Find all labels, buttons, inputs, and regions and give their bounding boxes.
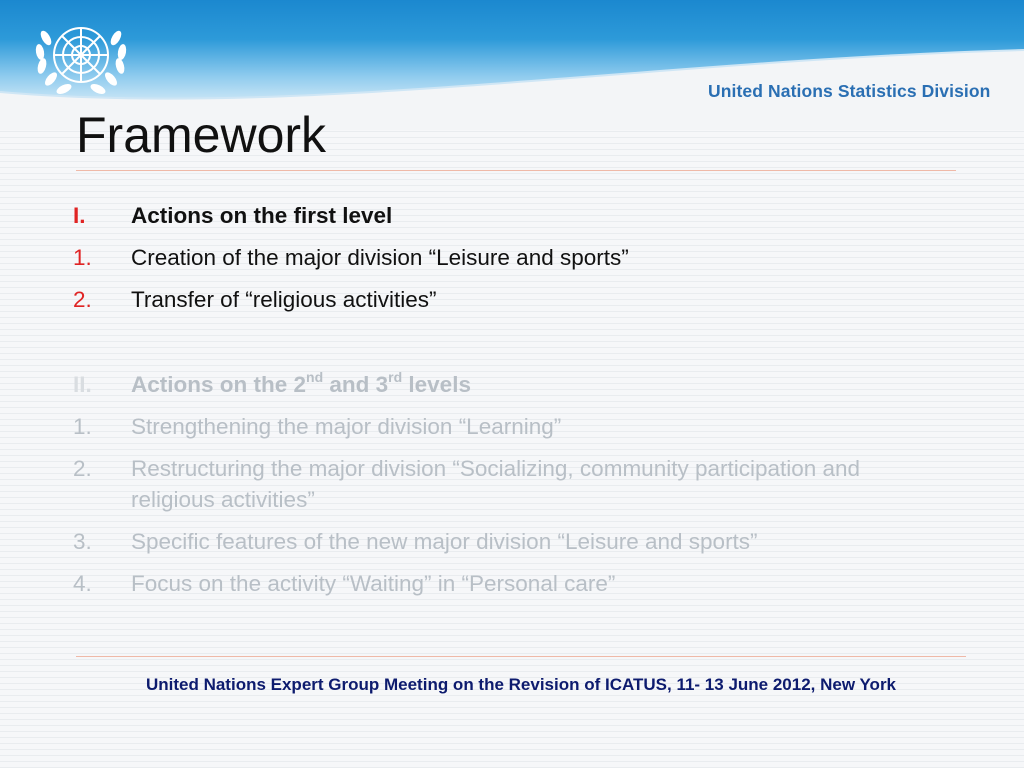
un-emblem-logo (26, 8, 136, 106)
list-item-text: Specific features of the new major division “Leisure and sports” (131, 529, 758, 554)
list-item-number: 1. (73, 245, 92, 270)
list-item-text: Strengthening the major division “Learning” (131, 414, 562, 439)
list-item-text: Restructuring the major division “Socializing, community participation and religious activities” (131, 456, 861, 512)
list-item-number: 1. (73, 414, 92, 439)
list-item-number: 2. (73, 456, 92, 481)
slide-title: Framework (76, 107, 327, 163)
list-item-text: Transfer of “religious activities” (131, 287, 437, 312)
section-2-heading-text: Actions on the 2nd and 3rd levels (131, 368, 471, 397)
list-item-text: Creation of the major division “Leisure and sports” (131, 245, 629, 270)
section-1-heading-text: Actions on the first level (131, 203, 393, 228)
list-item-number: 4. (73, 571, 92, 596)
section-1-numeral: I. (73, 203, 86, 228)
section-2-numeral: II. (73, 372, 92, 397)
footer-divider (76, 656, 966, 657)
list-item-text: Focus on the activity “Waiting” in “Personal care” (131, 571, 616, 596)
organization-name: United Nations Statistics Division (708, 81, 991, 101)
title-divider (76, 170, 956, 171)
list-item-number: 2. (73, 287, 92, 312)
footer-text: United Nations Expert Group Meeting on the Revision of ICATUS, 11- 13 June 2012, New York (145, 675, 897, 694)
list-item-number: 3. (73, 529, 92, 554)
